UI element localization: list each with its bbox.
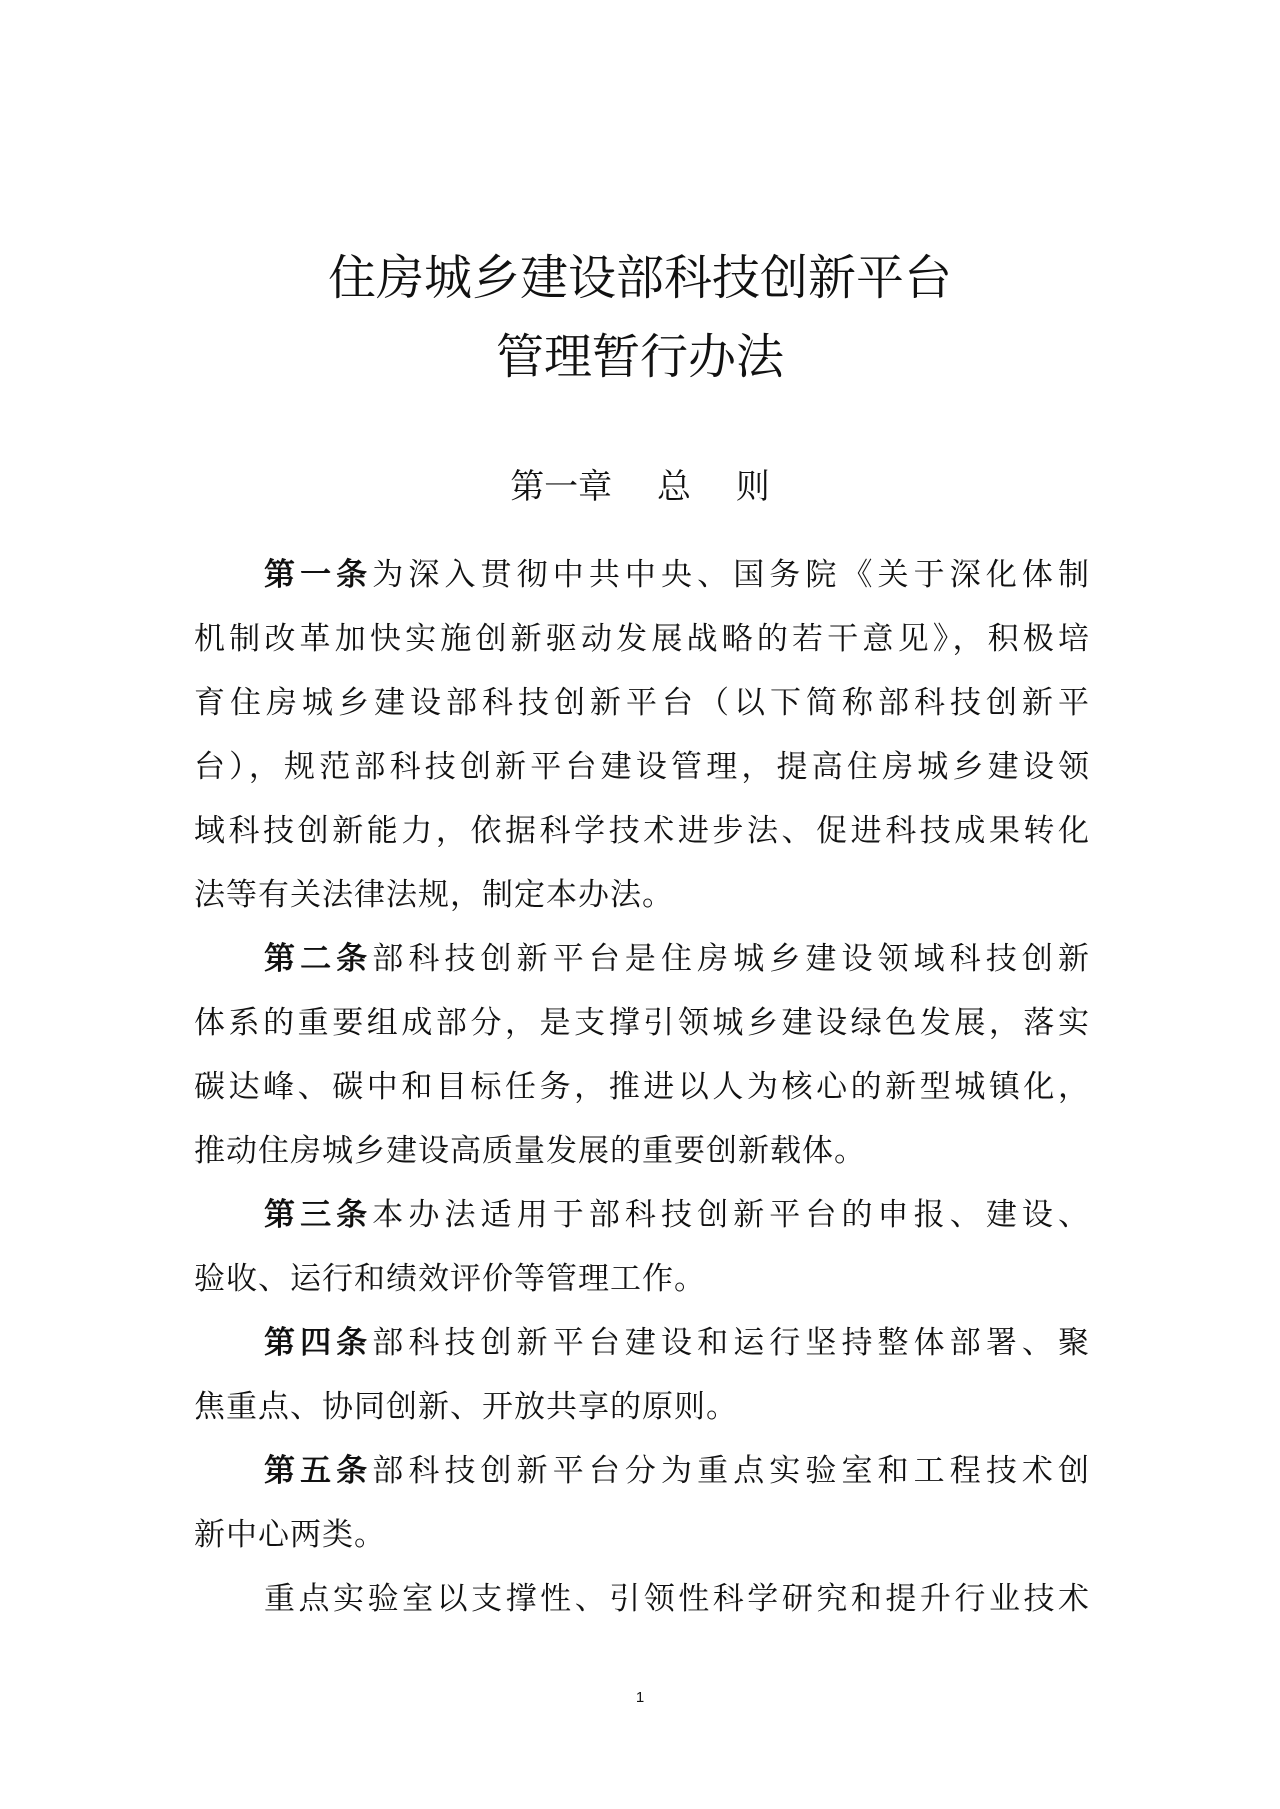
article-label: 第一条 <box>264 557 373 593</box>
article-3-line-1 <box>194 1183 1090 1247</box>
article-2-text-1: 部科技创新平台是住房城乡建设领域科技创新 <box>372 941 1091 977</box>
chapter-heading: 第一章 总 则 <box>510 467 770 507</box>
article-4 <box>194 1311 1090 1439</box>
article-label: 第二条 <box>264 941 373 977</box>
article-5 <box>194 1439 1090 1567</box>
article-1-line-5: 域科技创新能力，依据科学技术进步法、促进科技成果转化 <box>194 813 1090 849</box>
page-number: 1 <box>635 1689 645 1706</box>
article-1 <box>194 543 1090 927</box>
article-3-line-2: 验收、运行和绩效评价等管理工作。 <box>194 1261 706 1297</box>
article-1-line-2: 机制改革加快实施创新驱动发展战略的若干意见》，积极培 <box>194 621 1090 657</box>
trailing-paragraph-line: 重点实验室以支撑性、引领性科学研究和提升行业技术 <box>264 1581 1090 1617</box>
article-3-text-1: 本办法适用于部科技创新平台的申报、建设、 <box>372 1197 1091 1233</box>
article-label: 第四条 <box>264 1325 373 1361</box>
article-1-line-3: 育住房城乡建设部科技创新平台（以下简称部科技创新平 <box>194 685 1090 721</box>
article-4-text-1: 部科技创新平台建设和运行坚持整体部署、聚 <box>372 1325 1091 1361</box>
document-body <box>194 543 1090 1631</box>
article-1-line-1 <box>194 543 1090 607</box>
article-5-line-2: 新中心两类。 <box>194 1517 386 1553</box>
article-3 <box>194 1183 1090 1311</box>
article-1-text-1: 为深入贯彻中共中央、国务院《关于深化体制 <box>372 557 1091 593</box>
article-1-line-4: 台），规范部科技创新平台建设管理，提高住房城乡建设领 <box>194 749 1090 785</box>
article-2-line-4: 推动住房城乡建设高质量发展的重要创新载体。 <box>194 1133 866 1169</box>
document-title-line-2: 管理暂行办法 <box>495 329 784 385</box>
article-2 <box>194 927 1090 1183</box>
article-2-line-2: 体系的重要组成部分，是支撑引领城乡建设绿色发展，落实 <box>194 1005 1090 1041</box>
article-2-line-3: 碳达峰、碳中和目标任务，推进以人为核心的新型城镇化， <box>194 1069 1090 1105</box>
article-2-line-1 <box>194 927 1090 991</box>
article-1-line-6: 法等有关法律法规，制定本办法。 <box>194 877 674 913</box>
article-label: 第三条 <box>264 1197 373 1233</box>
article-label: 第五条 <box>264 1453 373 1489</box>
article-4-line-1 <box>194 1311 1090 1375</box>
document-title-line-1: 住房城乡建设部科技创新平台 <box>327 250 952 306</box>
article-5-text-1: 部科技创新平台分为重点实验室和工程技术创 <box>372 1453 1091 1489</box>
article-4-line-2: 焦重点、协同创新、开放共享的原则。 <box>194 1389 738 1425</box>
article-5-line-1 <box>194 1439 1090 1503</box>
